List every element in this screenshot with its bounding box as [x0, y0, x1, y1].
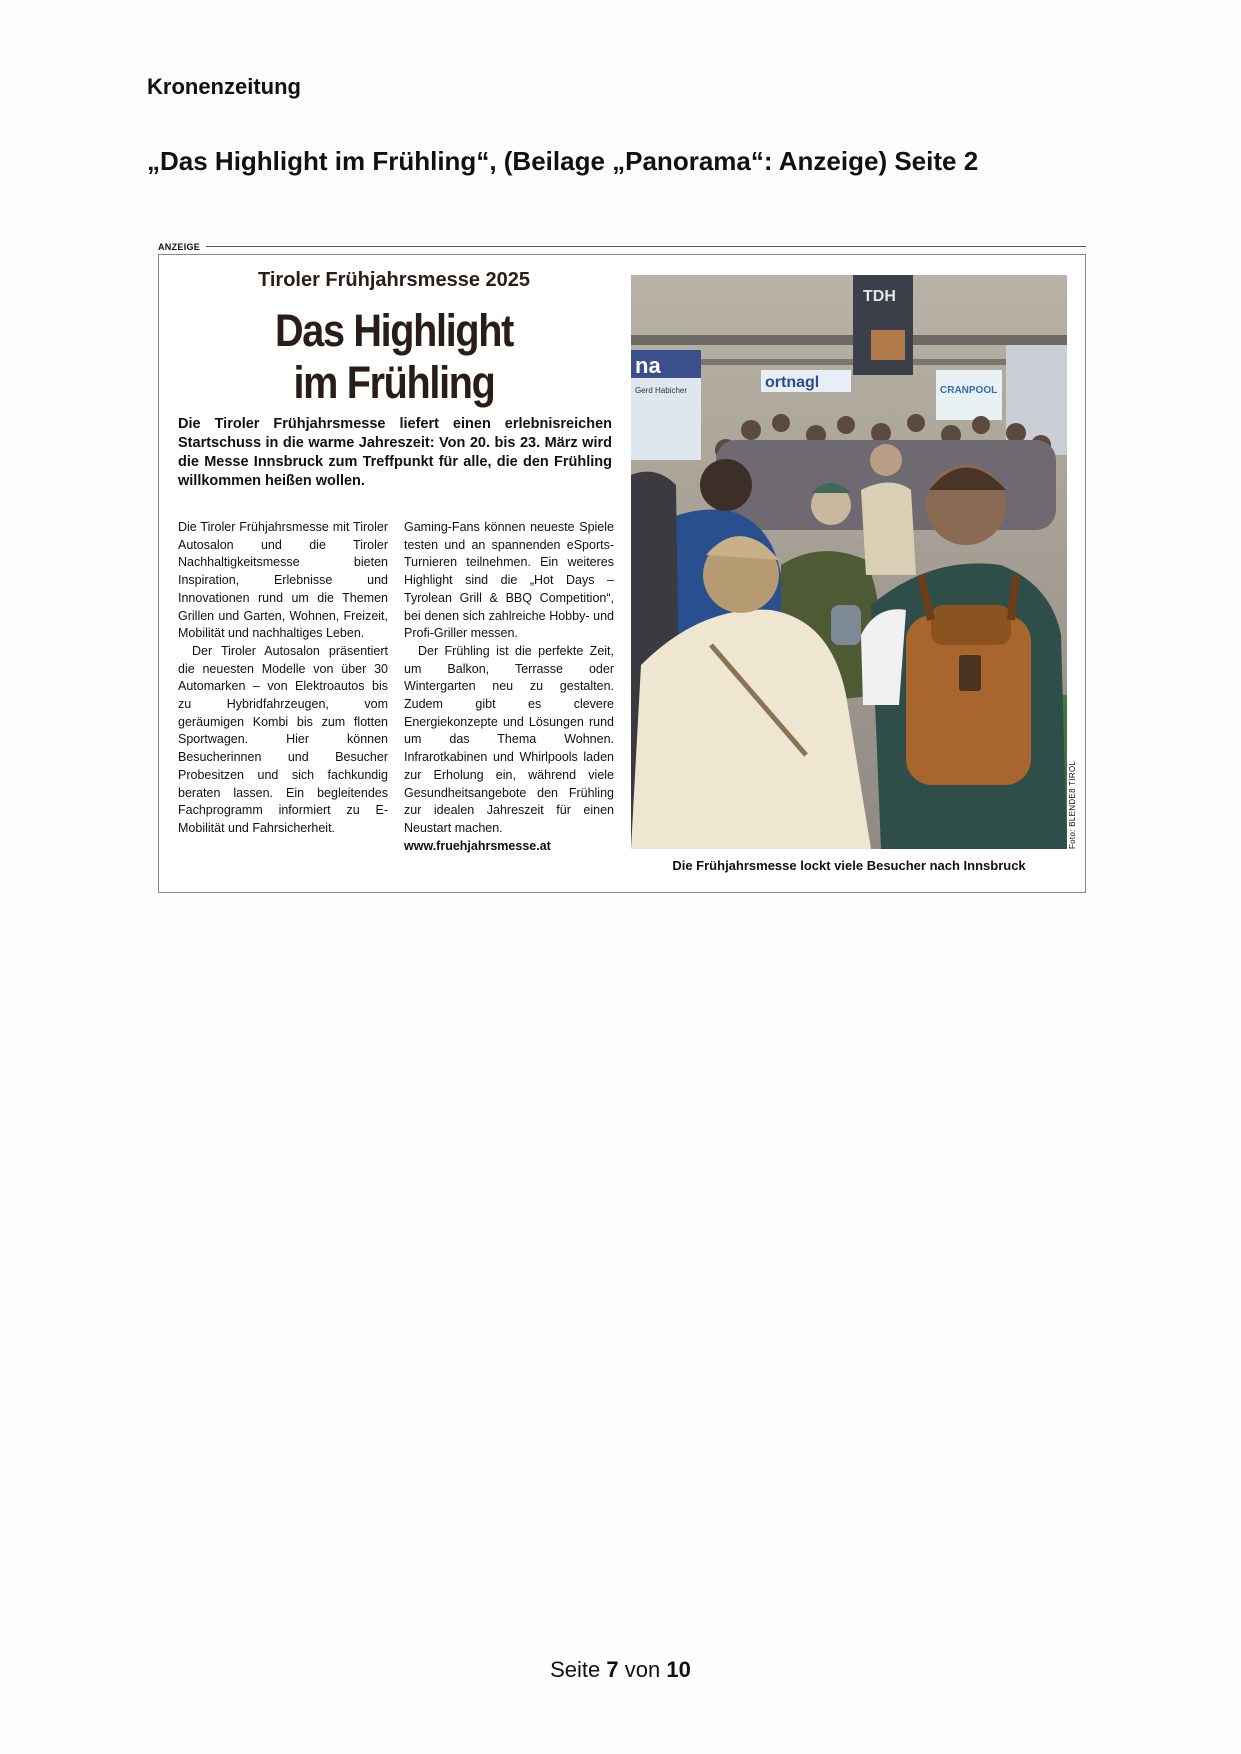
- ad-label: ANZEIGE: [158, 241, 206, 253]
- footer-total-pages: 10: [666, 1657, 691, 1682]
- ad-lead: Die Tiroler Frühjahrsmesse liefert einen erlebnisreichen Startschuss in die warme Jahreszeit: Von 20. bis 23. März wird die Messe Innsbruck zum Treffpunkt für alle, die den Frühling willkommen heißen wollen.: [178, 416, 612, 489]
- ad-headline: [187, 305, 601, 409]
- photo-credit: [1068, 755, 1082, 849]
- ad-headline-line2: im Frühling: [293, 357, 495, 408]
- ad-headline-line1: Das Highlight: [274, 305, 514, 356]
- photo-sign-text: Gerd Habicher: [635, 386, 688, 395]
- photo-sign-text: TDH: [863, 288, 896, 305]
- ad-paragraph: Gaming-Fans können neueste Spiele testen und an spannenden eSports-Turnieren teilnehmen. Ein weiteres Highlight sind die „Hot Days – Tyrolean Grill & BBQ Competition“, bei denen sich zahlreiche Hobby- und Profi-Griller messen.: [404, 520, 614, 641]
- publication-name: Kronenzeitung: [147, 74, 301, 99]
- footer-prefix: Seite: [550, 1657, 601, 1682]
- ad-column-1: [178, 519, 388, 838]
- ad-photo: [631, 275, 1067, 849]
- ad-label-line: [158, 246, 1086, 247]
- ad-paragraph: Der Frühling ist die perfekte Zeit, um Balkon, Terrasse oder Wintergarten neu zu gestalten. Zudem gibt es clevere Energiekonzepte und Lösungen rund um das Thema Wohnen. Infrarotkabinen und Whirlpools laden zur Erholung ein, während viele Gesundheitsangebote den Frühling zur idealen Jahreszeit für einen Neustart machen.: [404, 643, 614, 835]
- ad-paragraph: Der Tiroler Autosalon präsentiert die neuesten Modelle von über 30 Automarken – von Elektroautos bis zu Hybridfahrzeugen, vom geräumigen Kombi bis zum flotten Sportwagen. Hier können Besucherinnen und Besucher Probesitzen und sich fachkundig beraten lassen. Ein begleitendes Fachprogramm informiert zu E-Mobilität und Fahrsicherheit.: [178, 643, 388, 835]
- footer-page-number: 7: [606, 1657, 619, 1682]
- advertisement: [158, 254, 1086, 893]
- ad-paragraph: Die Tiroler Frühjahrsmesse mit Tiroler Autosalon und die Tiroler Nachhaltigkeitsmesse bieten Inspiration, Erlebnisse und Innovationen rund um die Themen Grillen und Garten, Wohnen, Freizeit, Mobilität und nachhaltiges Leben.: [178, 520, 388, 641]
- photo-sign-text: ortnagl: [765, 374, 820, 391]
- photo-caption: Die Frühjahrsmesse lockt viele Besucher nach Innsbruck: [672, 858, 1026, 873]
- photo-credit-text: Foto: BLENDE8 TIROL: [1068, 760, 1077, 849]
- ad-website-link[interactable]: www.fruehjahrsmesse.at: [404, 838, 551, 853]
- photo-sign-text: CRANPOOL: [940, 385, 998, 396]
- photo-sign-text: na: [635, 353, 661, 378]
- ad-kicker: Tiroler Frühjahrsmesse 2025: [258, 269, 530, 291]
- page-footer: [0, 1657, 1241, 1683]
- ad-column-2: [404, 519, 614, 855]
- document-title: „Das Highlight im Frühling“, (Beilage „Panorama“: Anzeige) Seite 2: [147, 146, 979, 176]
- ad-label-rule: [158, 241, 1086, 253]
- footer-middle: von: [624, 1657, 661, 1682]
